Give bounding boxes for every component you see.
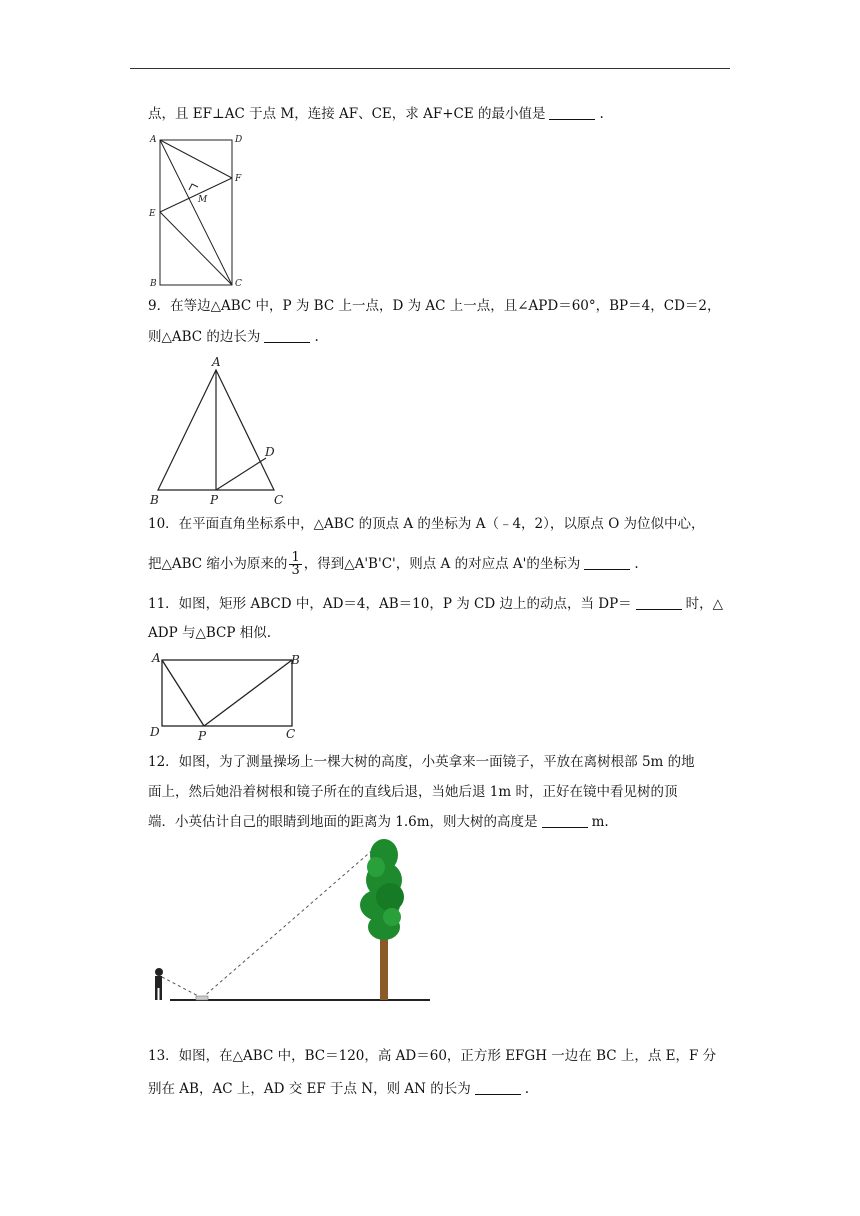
label-a: A [212,355,221,369]
label-m: M [198,195,208,205]
q9-figure [148,355,298,508]
q9-line2: 则△ABC 的边长为 . [148,329,319,345]
segment-ce [160,212,232,285]
tree-icon [360,839,404,1000]
q8-figure [140,128,250,293]
segment-ef [160,178,232,212]
right-angle-mark-m [189,184,198,190]
mirror [196,996,208,1000]
fraction-one-third: $\frac{1}{3}$ [291,550,300,578]
label-b: B [150,279,157,289]
q9-line1: 9．在等边△ABC 中，P 为 BC 上一点，D 为 AC 上一点，且∠APD＝60°，BP＝4，CD＝2， [148,298,721,314]
label-e: E [149,209,156,219]
answer-blank-q11[interactable] [636,595,682,610]
label-b: B [291,653,300,667]
answer-blank-q10[interactable] [584,555,630,570]
person-icon [155,968,163,1000]
answer-blank-q9[interactable] [264,328,310,343]
label-c: C [286,727,296,741]
sight-line-mirror-to-treetop [202,841,383,998]
diagonal-ac [160,140,232,285]
q10-line2: 把△ABC 缩小为原来的 $\frac{1}{3}$ ，得到△A'B'C'，则点 A 的对应点 A'的坐标为 . [148,550,639,578]
label-p: P [198,729,207,743]
label-f: F [235,174,242,184]
segment-ap [162,660,204,726]
q8-text: 点，且 EF⊥AC 于点 M，连接 AF、CE，求 AF+CE 的最小值是 . [148,106,604,122]
label-c: C [235,279,242,289]
segment-af [160,140,232,178]
q11-line2: ADP 与△BCP 相似. [148,625,271,641]
q13-line1: 13．如图，在△ABC 中，BC＝120，高 AD＝60，正方形 EFGH 一边在 BC 上，点 E，F 分 [148,1048,717,1064]
answer-blank-q13[interactable] [475,1080,521,1095]
label-c: C [274,493,284,507]
q11-line1: 11．如图，矩形 ABCD 中，AD＝4，AB＝10，P 为 CD 边上的动点，当 DP＝ 时，△ [148,596,724,612]
label-b: B [150,493,159,507]
segment-pd [216,458,266,490]
sight-line-eye-to-mirror [162,977,202,998]
rectangle-abcd [162,660,292,726]
label-d: D [235,135,243,145]
header-rule [130,68,730,69]
q12-figure [140,835,440,1010]
label-a: A [152,651,161,665]
q11-figure [148,650,308,742]
q12-line1: 12．如图，为了测量操场上一棵大树的高度，小英拿来一面镜子，平放在离树根部 5m 的地 [148,754,695,770]
segment-bp [204,660,292,726]
q12-line2: 面上，然后她沿着树根和镜子所在的直线后退，当她后退 1m 时，正好在镜中看见树的顶 [148,784,678,800]
answer-blank-q8[interactable] [549,105,595,120]
q8-line1: 点，且 EF⊥AC 于点 M，连接 AF、CE，求 AF+CE 的最小值是 [148,106,546,122]
answer-blank-q12[interactable] [542,813,588,828]
q12-line3: 端．小英估计自己的眼睛到地面的距离为 1.6m，则大树的高度是 m. [148,814,609,830]
label-d: D [265,445,275,459]
q10-line1: 10．在平面直角坐标系中，△ABC 的顶点 A 的坐标为 A（﹣4，2），以原点 O 为位似中心， [148,516,705,532]
label-d: D [150,725,160,739]
q13-line2: 别在 AB，AC 上，AD 交 EF 于点 N，则 AN 的长为 . [148,1081,530,1097]
label-p: P [210,493,219,507]
label-a: A [150,135,157,145]
